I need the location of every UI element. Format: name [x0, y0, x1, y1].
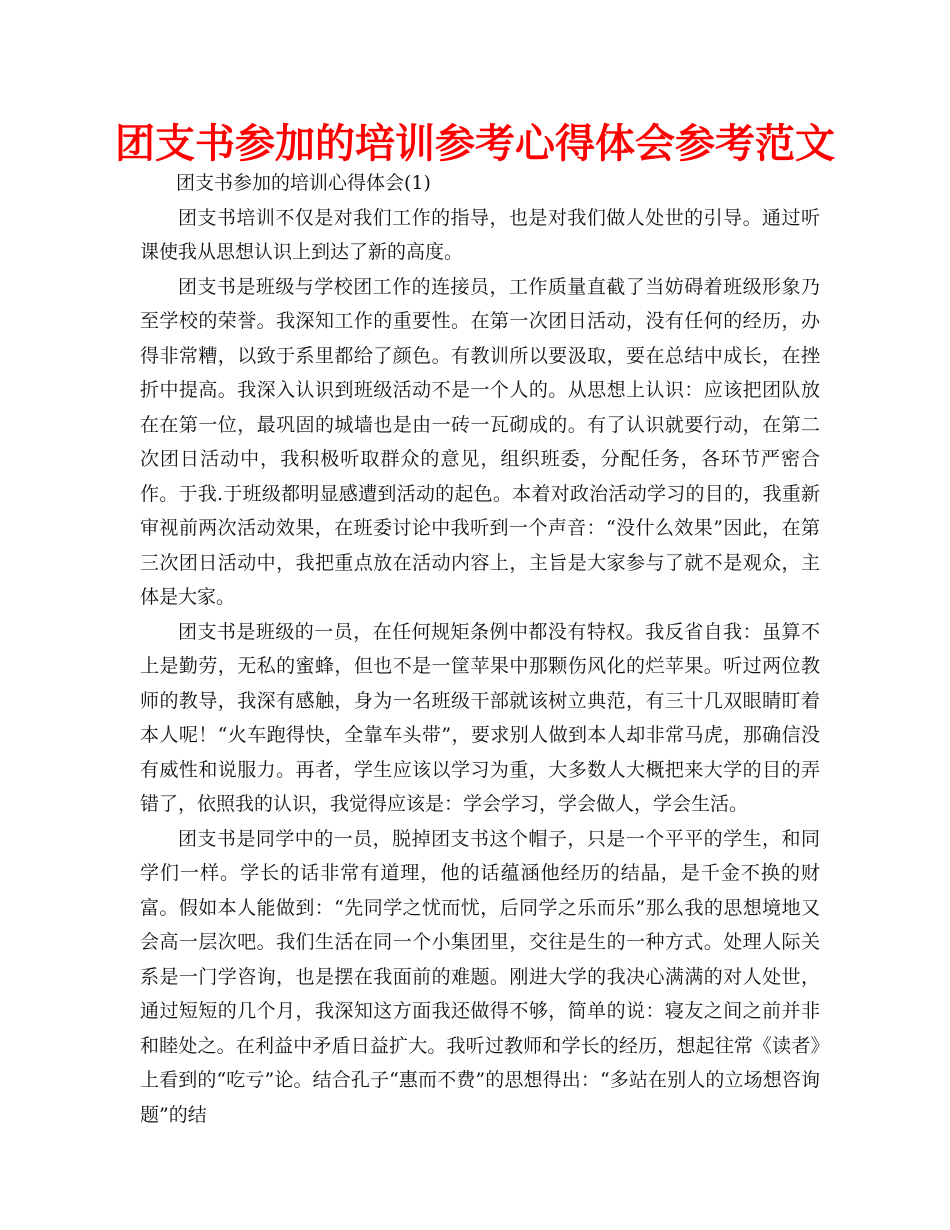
document-body [140, 166, 820, 1132]
paragraph-1: 团支书培训不仅是对我们工作的指导，也是对我们做人处世的引导。通过听课使我从思想认识上到达了新的高度。 [140, 206, 820, 263]
paragraph-3: 团支书是班级的一员，在任何规矩条例中都没有特权。我反省自我：虽算不上是勤劳，无私的蜜蜂，但也不是一筐苹果中那颗伤风化的烂苹果。听过两位教师的教导，我深有感触，身为一名班级干部就该树立典范，有三十几双眼睛盯着本人呢！“火车跑得快，全靠车头带”，要求别人做到本人却非常马虎，那确信没有威性和说服力。再者，学生应该以学习为重，大多数人大概把来大学的目的弄错了，依照我的认识，我觉得应该是：学会学习，学会做人，学会生活。 [140, 620, 820, 815]
document-title: 团支书参加的培训参考心得体会参考范文 [115, 121, 835, 167]
document-subtitle: 团支书参加的培训心得体会(1) [176, 172, 431, 194]
paragraph-4: 团支书是同学中的一员，脱掉团支书这个帽子，只是一个平平的学生，和同学们一样。学长的话非常有道理，他的话蕴涵他经历的结晶，是千金不换的财富。假如本人能做到：“先同学之忧而忧，后同学之乐而乐”那么我的思想境地又会高一层次吧。我们生活在同一个小集团里，交往是生的一种方式。处理人际关系是一门学咨询，也是摆在我面前的难题。刚进大学的我决心满满的对人处世，通过短短的几个月，我深知这方面我还做得不够，简单的说：寝友之间之前并非和睦处之。在利益中矛盾日益扩大。我听过教师和学长的经历，想起往常《读者》上看到的“吃亏”论。结合孔子“惠而不费”的思想得出：“多站在别人的立场想咨询题”的结 [140, 827, 820, 1126]
paragraph-2: 团支书是班级与学校团工作的连接员，工作质量直截了当妨碍着班级形象乃至学校的荣誉。我深知工作的重要性。在第一次团日活动，没有任何的经历，办得非常糟，以致于系里都给了颜色。有教训所以要汲取，要在总结中成长，在挫折中提高。我深入认识到班级活动不是一个人的。从思想上认识：应该把团队放在在第一位，最巩固的城墙也是由一砖一瓦砌成的。有了认识就要行动，在第二次团日活动中，我积极听取群众的意见，组织班委，分配任务，各环节严密合作。于我.于班级都明显感遭到活动的起色。本着对政治活动学习的目的，我重新审视前两次活动效果，在班委讨论中我听到一个声音：“没什么效果”因此，在第三次团日活动中，我把重点放在活动内容上，主旨是大家参与了就不是观众，主体是大家。 [140, 275, 820, 608]
